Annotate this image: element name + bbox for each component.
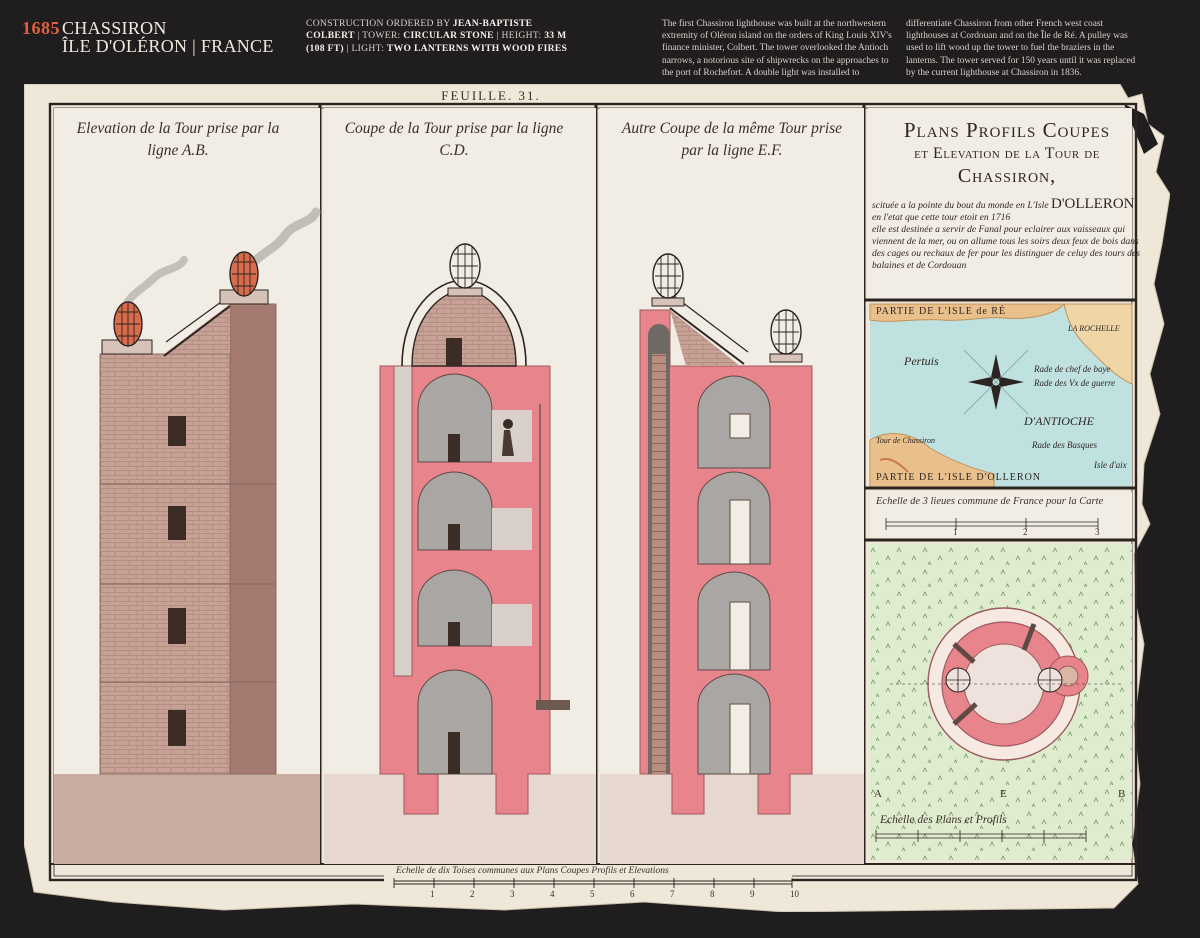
plans-text-3: elle est destinée a servir de Fanal pour eclairer aux vaisseaux qui viennent de la mer, ou on allume tous les soirs deux feux de bois dans des cages ou rechaux de fer pour les distinguer de celuy des tours des balaines et de Cordouan: [872, 224, 1140, 271]
lantern-cage-east: [652, 254, 684, 306]
plans-text-2: en l'etat que cette tour etoit: [872, 212, 978, 223]
map-scale-num-2: 2: [1023, 527, 1028, 537]
facts-light-label: | LIGHT:: [343, 42, 387, 54]
facts-construction-label: CONSTRUCTION ORDERED BY: [306, 18, 453, 29]
facts-tower: CIRCULAR STONE: [403, 30, 494, 42]
plans-title-line2: et Elevation de la Tour de: [914, 145, 1100, 162]
plans-title: [872, 118, 1142, 188]
bottom-scale-num: 6: [630, 889, 635, 899]
bottom-scale-num: 2: [470, 889, 475, 899]
plan-letter-b: B: [1118, 788, 1126, 800]
map-label-rade-guerre: Rade des Vx de guerre: [1034, 378, 1116, 388]
plans-place: D'OLLERON: [1050, 196, 1135, 212]
map-caption-oleron: PARTIE DE L'ISLE D'OLLERON: [876, 472, 1042, 483]
caption-section-cd: Coupe de la Tour prise par la ligne C.D.: [344, 120, 564, 159]
facts-tower-label: | TOWER:: [354, 30, 404, 42]
bottom-scale-num: 4: [550, 889, 555, 899]
year: 1685: [22, 18, 60, 38]
facts-block: [306, 18, 568, 55]
bottom-scale-num: 1: [430, 889, 435, 899]
compass-rose-icon: [964, 350, 1028, 414]
plan-sheet: [24, 84, 1170, 912]
plan-letter-e: E: [1000, 788, 1007, 800]
plan-letter-a: A: [874, 788, 882, 800]
bottom-scale-num: 8: [710, 889, 715, 899]
map-scale-label: Echelle de 3 lieues commune de France pour la Carte: [876, 496, 1104, 507]
map-label-la-rochelle: LA ROCHELLE: [1068, 324, 1120, 333]
map-caption-re: PARTIE DE L'ISLE de RÉ: [876, 306, 1007, 317]
map-label-pertuis: Pertuis: [904, 354, 939, 368]
facts-light: TWO LANTERNS WITH WOOD FIRES: [386, 42, 568, 54]
body-text-column-1: The first Chassiron lighthouse was built at the northwestern extremity of Oléron island on the orders of King Louis XIV's finance minister, Colbert. The tower overlooked the Antioch narrows, a notorious site of shipwrecks on the approaches to the port of Rochefort. A double light was installed to: [662, 19, 892, 78]
sheet-number: FEUILLE. 31.: [441, 88, 541, 103]
bottom-scale-num: 9: [750, 889, 755, 899]
title-location: ÎLE D'OLÉRON | FRANCE: [62, 36, 274, 56]
facts-height: 33 M: [544, 30, 567, 42]
lantern-cage-section: [448, 244, 482, 296]
caption-elevation: Elevation de la Tour prise par la ligne A.B.: [76, 120, 280, 159]
map-scale-num-3: 3: [1095, 527, 1100, 537]
caption-section-ef: Autre Coupe de la même Tour prise par la ligne E.F.: [621, 120, 843, 159]
plan-scale-label: Echelle des Plans et Profils: [880, 814, 1007, 826]
facts-builder-last: COLBERT: [306, 30, 355, 42]
bottom-scale-label: Echelle de dix Toises communes aux Plans Coupes Profils et Elevations: [396, 866, 669, 876]
map-label-isle-aix: Isle d'aix: [1094, 460, 1127, 470]
map-label-rade-chef: Rade de chef de baye: [1034, 364, 1111, 374]
plans-description: [872, 198, 1144, 272]
plans-text-1: scituée a la pointe du bout du monde en L'Isle: [872, 200, 1049, 211]
body-text-column-2: differentiate Chassiron from other French west coast lighthouses at Cordouan and on the Île de Ré. A pulley was used to lift wood up the tower to fuel the braziers in the lanterns. The tower served for 150 years until it was replaced by the current lighthouse at Chassiron in 1836.: [906, 19, 1136, 78]
facts-height-ft: (108 FT): [306, 42, 344, 54]
plans-year: en 1716: [979, 212, 1011, 223]
facts-builder-first: JEAN-BAPTISTE: [452, 18, 533, 29]
title-lighthouse-name: CHASSIRON: [62, 18, 167, 38]
bottom-scale-num: 3: [510, 889, 515, 899]
map-scale-num-1: 1: [953, 527, 958, 537]
lantern-cage-west: [770, 310, 802, 362]
map-label-tour-chassiron: Tour de Chassiron: [876, 436, 935, 445]
plans-title-line3: Chassiron,: [957, 165, 1057, 187]
facts-height-label: | HEIGHT:: [493, 30, 545, 42]
bottom-scale-num: 5: [590, 889, 595, 899]
bottom-scale-num: 10: [790, 889, 799, 899]
map-label-rade-basques: Rade des Basques: [1032, 440, 1097, 450]
plans-title-line1: Plans Profils Coupes: [903, 118, 1111, 142]
map-label-antioche: D'ANTIOCHE: [1024, 414, 1094, 428]
bottom-scale-num: 7: [670, 889, 675, 899]
page-header: [0, 0, 1200, 84]
